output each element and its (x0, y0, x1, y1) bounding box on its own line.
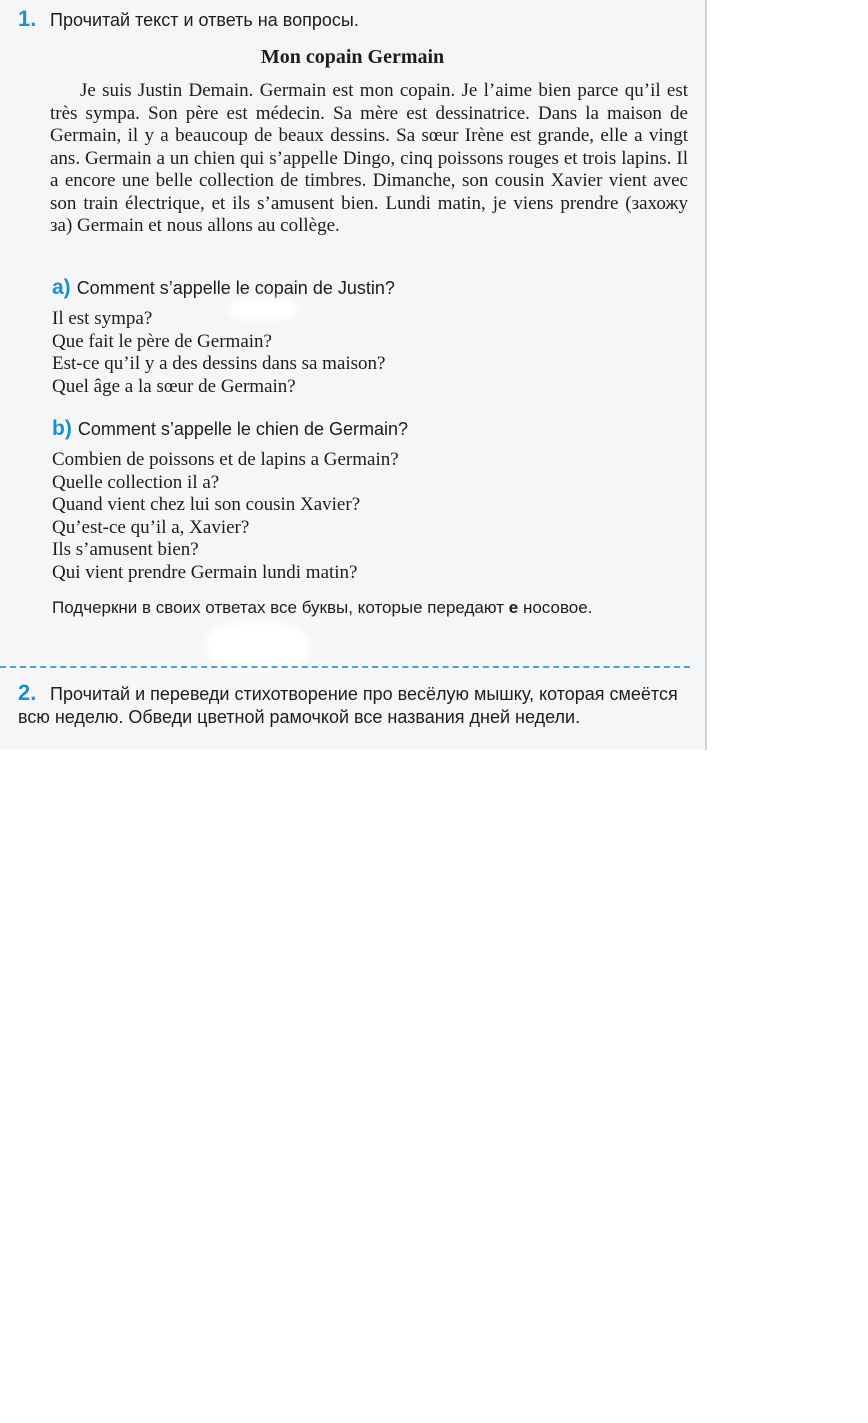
part-b-question: Comment s’appelle le chien de Germain? (77, 419, 408, 439)
task-2-number: 2. (18, 680, 37, 705)
part-a-questions (52, 308, 385, 398)
part-b-letter: b) (52, 417, 72, 440)
question-item: Quel âge a la sœur de Germain? (52, 375, 296, 397)
textbook-page (0, 0, 707, 750)
part-a-question: Comment s’appelle le copain de Justin? (76, 278, 395, 298)
task-2-instruction: Прочитай и переведи стихотворение про весёлую мышку, которая смеётся всю неделю. Обведи цветной рамочкой все названия дней недели. (18, 684, 678, 727)
note-text-after: носовое. (518, 598, 593, 617)
erased-smudge (206, 622, 310, 670)
question-item: Ils s’amusent bien? (52, 539, 199, 560)
note-letter: e (508, 598, 519, 617)
question-item: Qui vient prendre Germain lundi matin? (52, 561, 358, 583)
task-1-header (18, 6, 687, 32)
note-text-before: Подчеркни в своих ответах все буквы, которые передают (52, 598, 509, 617)
question-item: Il est sympa? (52, 308, 153, 329)
underline-note (52, 597, 688, 619)
part-a-letter: a) (52, 276, 71, 299)
task-2-header (18, 680, 687, 728)
story-title: Mon copain Germain (260, 46, 445, 68)
question-item: Combien de poissons et de lapins a Germain? (52, 449, 399, 470)
part-b-questions (52, 449, 399, 584)
erased-smudge (228, 298, 298, 320)
question-item: Est-ce qu’il y a des dessins dans sa maison? (52, 353, 386, 374)
story-text: Je suis Justin Demain. Germain est mon copain. Je l’aime bien parce qu’il est très sympa. Son père est médecin. Sa mère est dessinatrice. Dans la maison de Germain, il y a beaucoup de beaux dessins. Sa sœur Irène est grande, elle a vingt ans. Germain a un chien qui s’appelle Dingo, cinq poissons rouges et trois lapins. Il a encore une belle collection de timbres. Dimanche, son cousin Xavier vient avec son train électrique, et ils s’amusent bien. Lundi matin, je viens prendre (захожу за) Germain et nous allons au collège. (50, 80, 688, 236)
task-1-number: 1. (18, 6, 37, 31)
question-item: Quand vient chez lui son cousin Xavier? (52, 494, 361, 515)
section-divider (0, 666, 690, 668)
question-item: Qu’est-ce qu’il a, Xavier? (52, 516, 250, 538)
task-1-instruction: Прочитай текст и ответь на вопросы. (50, 10, 359, 30)
question-item: Quelle collection il a? (52, 471, 220, 493)
part-b-heading (52, 417, 408, 441)
question-item: Que fait le père de Germain? (52, 330, 272, 352)
part-a-heading (52, 276, 395, 300)
